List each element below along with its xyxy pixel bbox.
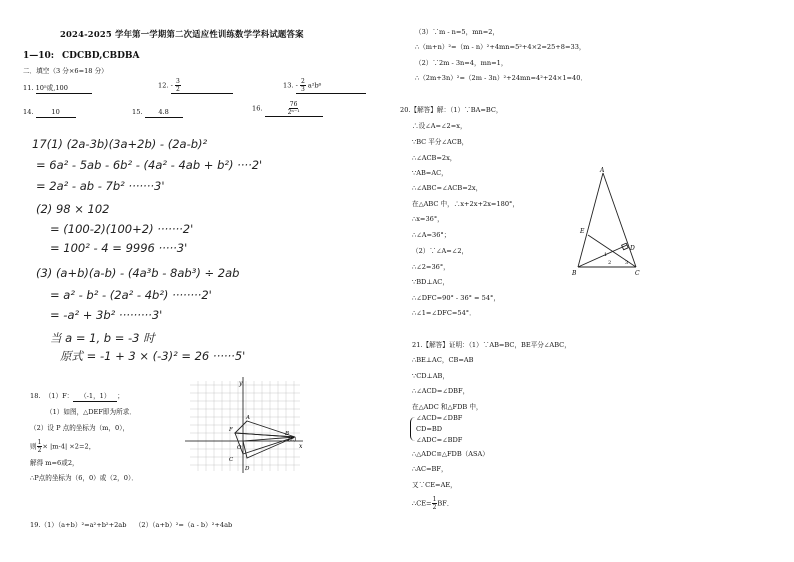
q21-line-3: ∵CD⊥AB，	[412, 372, 449, 380]
q20-line-5: ∵AB=AC，	[412, 169, 448, 177]
q21-line-1: 21.【解答】证明：（1）∵AB=BC，BE平分∠ABC，	[412, 341, 571, 349]
q13-tail: a²b⁶	[307, 81, 322, 90]
q17-line-8: = a² - b² - (2a² - 4b²) ········2'	[50, 288, 212, 302]
q11-number: 11.	[23, 84, 34, 92]
q12-fraction: $\frac{3}{2}$	[175, 78, 180, 93]
point-b-label: B	[285, 431, 290, 437]
mc-answers: CDCBD,CBDBA	[62, 51, 140, 61]
mc-label: 1—10:	[23, 51, 55, 61]
q17-line-7: (3) (a+b)(a-b) - (4a³b - 8ab³) ÷ 2ab	[36, 266, 240, 280]
q16-fraction: $\frac{76}{\text{2ⁿ⁻¹}}$	[287, 101, 300, 116]
q20-line-12: ∵BD⊥AC，	[412, 278, 449, 286]
q21-line-2: ∴BE⊥AC，CB=AB	[412, 356, 474, 364]
q20-line-9: ∴∠A=36°；	[412, 231, 451, 239]
q17-line-10: 当 a = 1, b = -3 时	[50, 331, 155, 345]
q20-line-6: ∴∠ABC=∠ACB=2x，	[412, 184, 483, 192]
coordinate-grid-figure	[185, 375, 307, 475]
q19-3-line-3: （2）∵2m - 3n=4，mn=1，	[415, 59, 508, 67]
q20-line-2: ∴设∠A=∠2=x，	[412, 122, 467, 130]
q20-line-4: ∴∠ACB=2x，	[412, 154, 457, 162]
origin-label: O	[237, 445, 242, 451]
q15-number: 15.	[132, 108, 143, 116]
q18-line-5: 解得 m=6或2，	[30, 459, 79, 467]
fill-q16	[252, 101, 323, 117]
q13-sign: -	[295, 81, 298, 90]
q17-line-5: = (100-2)(100+2) ·······2'	[50, 222, 194, 236]
q19-3-line-1: （3）∵m - n=5，mn=2，	[415, 28, 500, 36]
fill-q13	[283, 78, 366, 94]
fill-q12	[158, 78, 233, 94]
q21-line-11: 又∵CE=AE，	[412, 481, 457, 489]
q20-line-11: ∴∠2=36°，	[412, 263, 450, 271]
point-f-label: F	[229, 427, 233, 433]
vertex-a-label: A	[600, 167, 605, 174]
q21-line-4: ∴∠ACD=∠DBF，	[412, 387, 470, 395]
q18-line-2: （1）如图，△DEF即为所求．	[46, 408, 136, 416]
vertex-c-label: C	[635, 270, 640, 277]
q21-cond-2: CD=BD	[416, 425, 442, 433]
q21-cond-3: ∠ADC=∠BDF	[416, 436, 463, 444]
page-title: 2024-2025 学年第一学期第二次适应性训练数学学科试题答案	[60, 29, 304, 39]
q11-answer: 10⁵或,100	[36, 84, 92, 94]
y-axis-label: y	[239, 380, 243, 387]
q20-line-7: 在△ABC 中，∴x+2x+2x=180°，	[412, 200, 519, 208]
q17-line-11: 原式 = -1 + 3 × (-3)² = 26 ······5'	[60, 349, 246, 363]
q13-number: 13.	[283, 81, 294, 90]
q18-line-6: ∴P点的坐标为（6，0）或（2，0）．	[30, 474, 138, 482]
q21-line-5: 在△ADC 和△FDB 中，	[412, 403, 483, 411]
q12-sign: -	[170, 81, 173, 90]
q21-cond-1: ∠ACD=∠DBF	[416, 414, 463, 422]
angle-1-label: 1	[604, 252, 608, 258]
angle-2-label: 2	[608, 260, 612, 266]
q19-line: 19.（1）（a+b）²=a²+b²+2ab （2）（a+b）²=（a - b）²+4ab	[30, 521, 233, 529]
q21-line-9: ∴△ADC≌△FDB（ASA）	[412, 450, 489, 458]
point-a-label: A	[246, 415, 250, 421]
angle-3-label: 3	[625, 260, 629, 266]
fill-q11	[23, 84, 92, 94]
q18-line-4: 则 $\frac{1}{2}$ × |m-4| ×2=2，	[30, 439, 96, 454]
q20-line-1: 20.【解答】解：（1）∵BA=BC，	[400, 106, 503, 114]
vertex-b-label: B	[572, 270, 577, 277]
q18-f-answer: （-1，1）	[73, 392, 117, 402]
q16-number: 16.	[252, 104, 263, 113]
q17-line-4: (2) 98 × 102	[36, 202, 110, 216]
fill-q15	[132, 108, 183, 118]
x-axis-label: x	[299, 443, 303, 450]
q20-line-8: ∴x=36°，	[412, 215, 444, 223]
q19-3-line-2: ∴（m+n）²=（m - n）²+4mn=5²+4×2=25+8=33，	[415, 43, 586, 51]
point-e-label-tri: E	[580, 228, 585, 235]
q17-line-2: = 6a² - 5ab - 6b² - (4a² - 4ab + b²) ····2'	[36, 158, 263, 172]
q17-line-6: = 100² - 4 = 9996 ·····3'	[50, 241, 188, 255]
q20-line-14: ∴∠1=∠DFC=54°．	[412, 309, 476, 317]
q14-number: 14.	[23, 108, 34, 116]
q17-line-9: = -a² + 3b² ·········3'	[50, 308, 163, 322]
q18-line-3: （2）设 P 点的坐标为（m，0），	[30, 424, 130, 432]
q17-line-1: 17(1) (2a-3b)(3a+2b) - (2a-b)²	[32, 137, 208, 151]
fill-heading: 二．填空（3 分×6=18 分）	[23, 67, 108, 75]
q17-line-3: = 2a² - ab - 7b² ·······3'	[36, 179, 165, 193]
q20-line-13: ∴∠DFC=90° - 36° = 54°，	[412, 294, 500, 302]
point-d-label-tri: D	[630, 245, 635, 252]
q21-line-10: ∴AC=BF，	[412, 465, 448, 473]
point-e-label: (E)	[288, 437, 297, 443]
q14-answer: 10	[36, 108, 76, 118]
triangle-figure	[570, 165, 646, 277]
q20-line-10: （2）∵∠A=∠2，	[412, 247, 469, 255]
q13-fraction: $\frac{2}{3}$	[300, 78, 305, 93]
point-c-label: C	[229, 457, 234, 463]
q20-line-3: ∵BC 平分∠ACB，	[412, 138, 469, 146]
fill-q14	[23, 108, 76, 118]
q21-line-12: ∴CE= $\frac{1}{2}$ BF．	[412, 496, 454, 511]
point-d-label: D	[245, 466, 250, 472]
q15-answer: 4.8	[145, 108, 183, 118]
q12-number: 12.	[158, 81, 169, 90]
q21-fraction: $\frac{1}{2}$	[432, 496, 437, 511]
q18-fraction: $\frac{1}{2}$	[37, 439, 42, 454]
q18-line-1: 18. （1）F： （-1，1） ；	[30, 392, 124, 400]
q19-3-line-4: ∴（2m+3n）²=（2m - 3n）²+24mn=4²+24×1=40．	[415, 74, 588, 82]
